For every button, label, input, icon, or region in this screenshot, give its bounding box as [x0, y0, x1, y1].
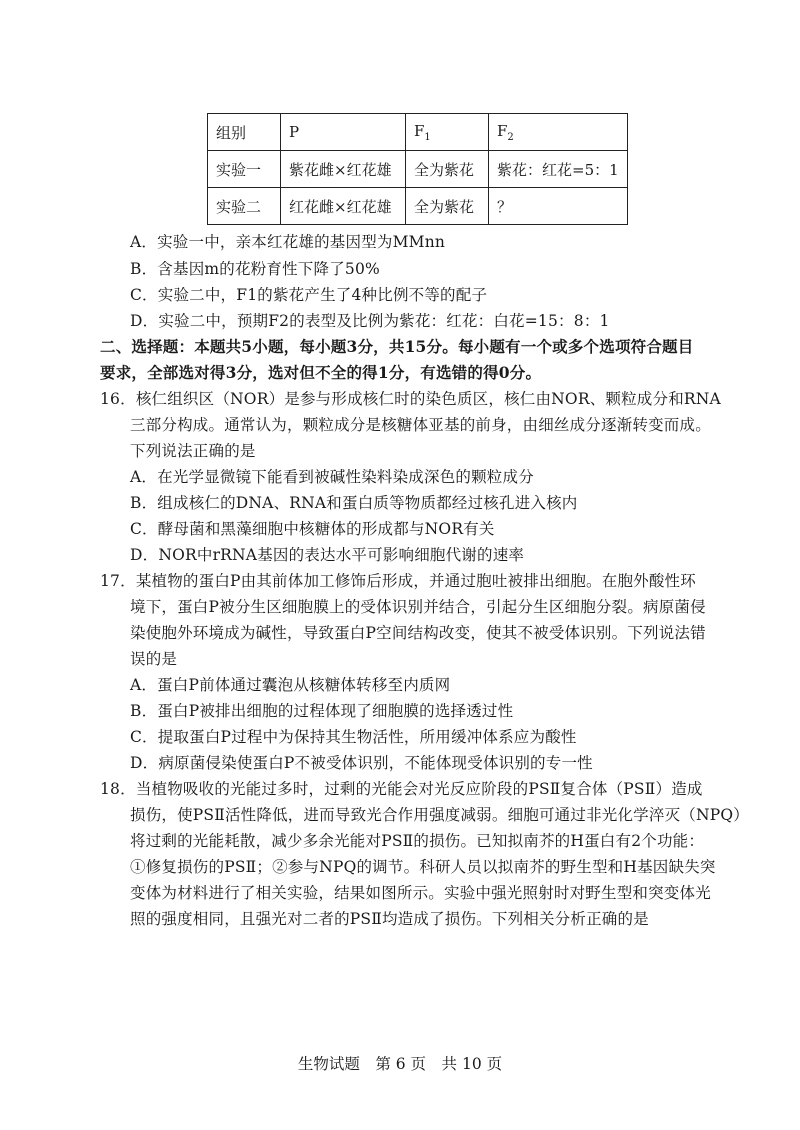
table-header-cell: $F_2$	[489, 114, 628, 151]
q17-stem-2: 境下，蛋白P被分生区细胞膜上的受体识别并结合，引起分生区细胞分裂。病原菌侵	[130, 598, 706, 616]
q18-stem-5: 变体为材料进行了相关实验，结果如图所示。实验中强光照射时对野生型和突变体光	[130, 884, 711, 902]
q18-stem-3: 将过剩的光能耗散，减少多余光能对PSⅡ的损伤。已知拟南芥的H蛋白有2个功能：	[130, 832, 705, 850]
table-cell: 紫花：红花=5：1	[489, 151, 628, 188]
q17-stem-1: 17．某植物的蛋白P由其前体加工修饰后形成，并通过胞吐被排出细胞。在胞外酸性环	[100, 572, 696, 590]
table-header-row	[208, 114, 628, 151]
table-cell: 紫花雌×红花雄	[281, 151, 406, 188]
cross-experiment-table	[207, 113, 628, 225]
table-cell: 全为紫花	[406, 188, 489, 225]
table-row	[208, 188, 628, 225]
q15-option-c: C．实验二中，F1的紫花产生了4种比例不等的配子	[130, 286, 488, 304]
q16-stem-3: 下列说法正确的是	[130, 442, 256, 460]
q17-option-c: C．提取蛋白P过程中为保持其生物活性，所用缓冲体系应为酸性	[130, 728, 577, 746]
q16-option-b: B．组成核仁的DNA、RNA和蛋白质等物质都经过核孔进入核内	[130, 494, 578, 512]
table-cell: ？	[489, 188, 628, 225]
q18-stem-6: 照的强度相同，且强光对二者的PSⅡ均造成了损伤。下列相关分析正确的是	[130, 910, 649, 928]
q16-stem-1: 16．核仁组织区（NOR）是参与形成核仁时的染色质区，核仁由NOR、颗粒成分和RNA	[100, 390, 721, 408]
section-2-heading: 二、选择题：本题共5小题，每小题3分，共15分。每小题有一个或多个选项符合题目	[100, 337, 694, 356]
table-header-cell: $F_1$	[406, 114, 489, 151]
table-cell: 实验二	[208, 188, 281, 225]
q16-option-a: A．在光学显微镜下能看到被碱性染料染成深色的颗粒成分	[130, 468, 534, 486]
table-cell: 实验一	[208, 151, 281, 188]
q15-option-d: D．实验二中，预期F2的表型及比例为紫花：红花：白花=15：8：1	[130, 312, 610, 330]
q16-option-d: D．NOR中rRNA基因的表达水平可影响细胞代谢的速率	[130, 546, 525, 564]
q16-option-c: C．酵母菌和黑藻细胞中核糖体的形成都与NOR有关	[130, 520, 495, 538]
page-footer: 生物试题 第 6 页 共 10 页	[297, 1055, 503, 1073]
q17-option-b: B．蛋白P被排出细胞的过程体现了细胞膜的选择透过性	[130, 702, 514, 720]
q17-stem-3: 染使胞外环境成为碱性，导致蛋白P空间结构改变，使其不被受体识别。下列说法错	[130, 624, 706, 642]
q17-stem-4: 误的是	[130, 650, 178, 668]
q15-option-b: B．含基因m的花粉育性下降了50%	[130, 260, 380, 278]
table-header-cell: 组别	[208, 114, 281, 151]
q18-stem-1: 18．当植物吸收的光能过多时，过剩的光能会对光反应阶段的PSⅡ复合体（PSⅡ）造成	[100, 780, 703, 798]
table-cell: 全为紫花	[406, 151, 489, 188]
q17-option-d: D．病原菌侵染使蛋白P不被受体识别，不能体现受体识别的专一性	[130, 754, 593, 772]
q18-stem-2: 损伤，使PSⅡ活性降低，进而导致光合作用强度减弱。细胞可通过非光化学淬灭（NPQ）	[130, 806, 749, 824]
q18-stem-4: ①修复损伤的PSⅡ；②参与NPQ的调节。科研人员以拟南芥的野生型和H基因缺失突	[130, 858, 716, 876]
q17-option-a: A．蛋白P前体通过囊泡从核糖体转移至内质网	[130, 676, 451, 694]
table-header-cell: P	[281, 114, 406, 151]
section-2-heading-cont: 要求，全部选对得3分，选对但不全的得1分，有选错的得0分。	[100, 363, 542, 382]
table-cell: 红花雌×红花雄	[281, 188, 406, 225]
table-row	[208, 151, 628, 188]
q15-option-a: A．实验一中，亲本红花雄的基因型为MMnn	[130, 233, 446, 251]
q16-stem-2: 三部分构成。通常认为，颗粒成分是核糖体亚基的前身，由细丝成分逐渐转变而成。	[130, 416, 711, 434]
